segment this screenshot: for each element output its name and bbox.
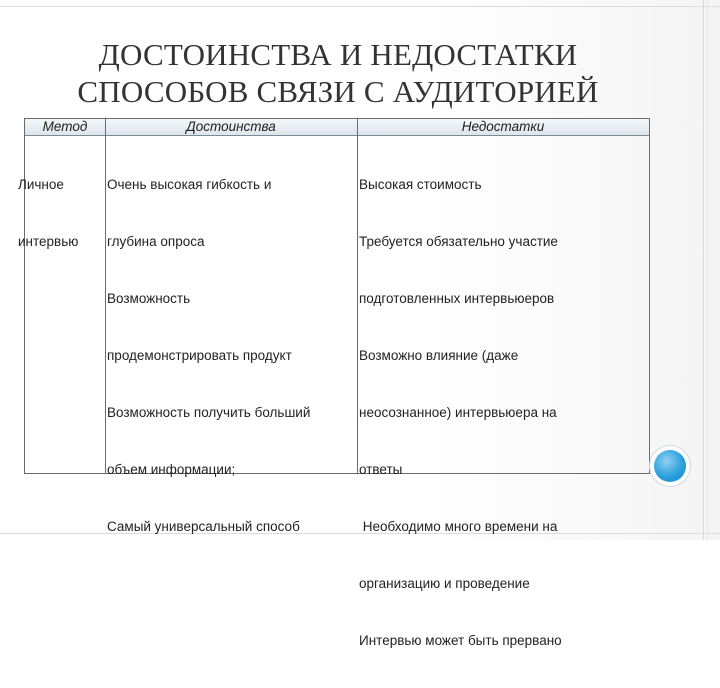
advantages-cell (107, 137, 310, 574)
decorative-circle (654, 450, 686, 482)
table-header-row (25, 119, 649, 136)
advantages-line: глубина опроса (107, 234, 205, 249)
disadvantages-line: ответы (359, 462, 403, 477)
column-divider-1 (105, 119, 106, 473)
advantages-line: Очень высокая гибкость и (107, 177, 272, 192)
comparison-table (18, 118, 650, 648)
method-cell (18, 137, 78, 289)
disadvantages-line: Возможно влияние (даже (359, 348, 519, 363)
advantages-line: Возможность получить больший (107, 405, 311, 420)
frame-line-right (703, 0, 704, 540)
advantages-line: продемонстрировать продукт (107, 348, 292, 363)
method-line: интервью (18, 234, 79, 249)
header-advantages: Достоинства (186, 119, 276, 134)
frame-line-right-outer (707, 0, 708, 540)
disadvantages-line: Требуется обязательно участие (359, 234, 558, 249)
disadvantages-line: Высокая стоимость (359, 177, 482, 192)
disadvantages-line: подготовленных интервьюеров (359, 291, 555, 306)
column-divider-2 (357, 119, 358, 473)
slide-title (28, 36, 648, 110)
frame-line-top (0, 6, 720, 7)
advantages-line: Самый универсальный способ (107, 519, 300, 534)
disadvantages-line: неосознанное) интервьюера на (359, 405, 557, 420)
header-method: Метод (42, 119, 88, 134)
title-line-2: СПОСОБОВ СВЯЗИ С АУДИТОРИЕЙ (77, 74, 599, 109)
header-disadvantages: Недостатки (461, 119, 545, 134)
disadvantages-line: Интервью может быть прервано (359, 633, 562, 648)
advantages-line: Возможность (107, 291, 191, 306)
method-line: Личное (18, 177, 64, 192)
title-line-1: ДОСТОИНСТВА И НЕДОСТАТКИ (98, 37, 578, 72)
disadvantages-cell (359, 137, 562, 688)
advantages-line: объем информации; (107, 462, 236, 477)
disadvantages-line: Необходимо много времени на (359, 519, 558, 534)
disadvantages-line: организацию и проведение (359, 576, 530, 591)
